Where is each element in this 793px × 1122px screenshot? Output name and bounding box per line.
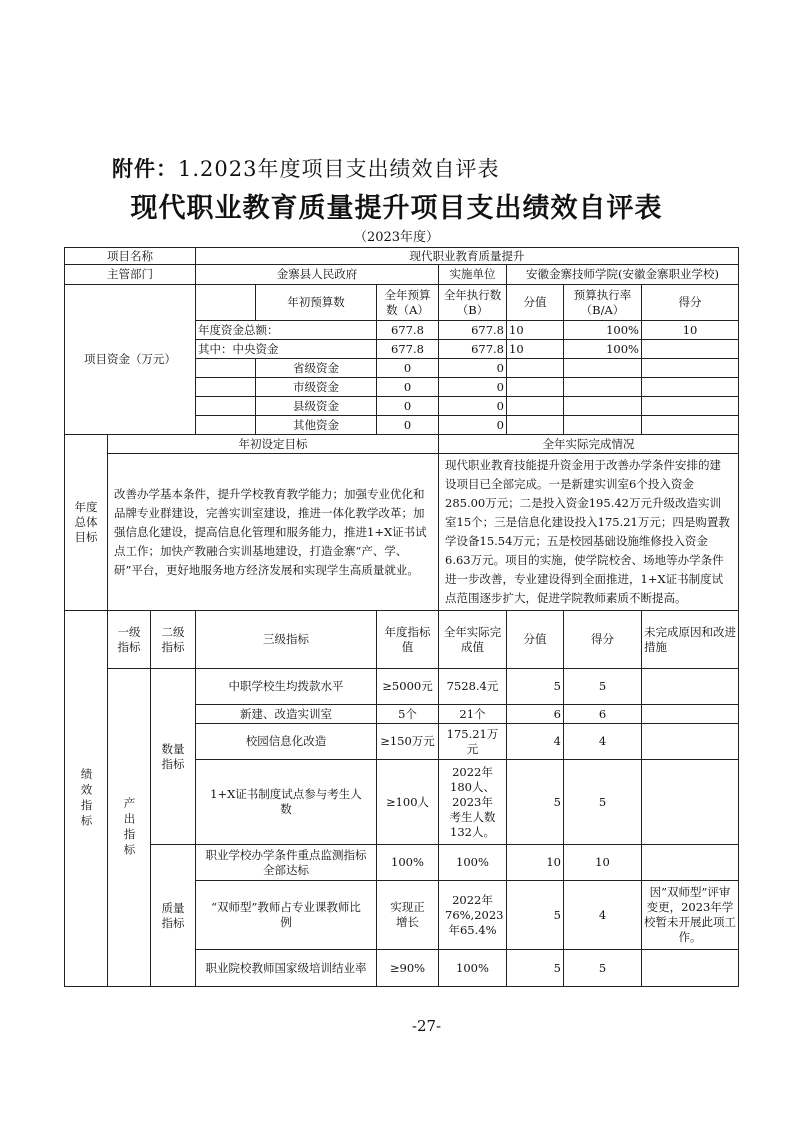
indicator-target: 100% <box>377 845 439 881</box>
perf-header-score: 得分 <box>564 611 642 669</box>
unit-label: 实施单位 <box>439 265 507 285</box>
indicator-row <box>65 845 739 881</box>
indicator-name: 中职学校生均拨款水平 <box>196 669 377 705</box>
funds-row-annual: 0 <box>377 378 439 397</box>
indicator-target: ≥100人 <box>377 760 439 845</box>
indicator-reason <box>642 845 739 881</box>
funds-row-executed: 0 <box>439 397 507 416</box>
perf-header-actual: 全年实际完成值 <box>439 611 507 669</box>
funds-row-annual: 0 <box>377 397 439 416</box>
evaluation-table-wrapper <box>64 247 738 987</box>
indicator-name: 职业院校教师国家级培训结业率 <box>196 950 377 987</box>
indicator-score-value: 5 <box>507 669 564 705</box>
indicator-score-value: 5 <box>507 881 564 950</box>
indicator-row <box>65 669 739 705</box>
perf-header-level3: 三级指标 <box>196 611 377 669</box>
performance-label: 绩效指标 <box>65 611 108 987</box>
dept-row <box>65 265 739 285</box>
indicator-score: 10 <box>564 845 642 881</box>
indicator-score-value: 5 <box>507 760 564 845</box>
funds-label: 项目资金（万元） <box>65 285 196 435</box>
attachment-title: 1.2023年度项目支出绩效自评表 <box>178 157 500 181</box>
funds-row-rate: 100% <box>564 321 642 340</box>
attachment-heading <box>112 153 499 183</box>
indicator-score-value: 10 <box>507 845 564 881</box>
funds-header-blank <box>196 285 256 321</box>
funds-header-annual: 全年预算数（A） <box>377 285 439 321</box>
funds-row-annual: 677.8 <box>377 340 439 359</box>
indicator-target: ≥5000元 <box>377 669 439 705</box>
dept-label: 主管部门 <box>65 265 196 285</box>
goals-target-header: 年初设定目标 <box>108 435 439 454</box>
funds-row-name: 省级资金 <box>256 359 377 378</box>
indicator-name: “双师型”教师占专业课教师比例 <box>196 881 377 950</box>
funds-row-executed: 0 <box>439 359 507 378</box>
funds-row-score <box>642 378 739 397</box>
project-name-value: 现代职业教育质量提升 <box>196 248 739 265</box>
indicator-score: 5 <box>564 669 642 705</box>
indicator-target: ≥90% <box>377 950 439 987</box>
funds-row-score <box>642 359 739 378</box>
indicator-score: 4 <box>564 724 642 760</box>
indicator-name: 职业学校办学条件重点监测指标全部达标 <box>196 845 377 881</box>
funds-header-initial: 年初预算数 <box>256 285 377 321</box>
perf-header-reason: 未完成原因和改进措施 <box>642 611 739 669</box>
indicator-reason <box>642 760 739 845</box>
funds-row-rate <box>564 359 642 378</box>
funds-row-rate <box>564 378 642 397</box>
goals-content-row <box>65 454 739 611</box>
funds-row-score <box>642 397 739 416</box>
funds-row-name: 县级资金 <box>256 397 377 416</box>
indicator-score: 5 <box>564 760 642 845</box>
funds-row-annual: 0 <box>377 416 439 435</box>
perf-header-target: 年度指标值 <box>377 611 439 669</box>
indicator-score: 6 <box>564 705 642 724</box>
unit-value: 安徽金寨技师学院(安徽金寨职业学校) <box>507 265 739 285</box>
funds-header-score-value: 分值 <box>507 285 564 321</box>
funds-row-blank <box>196 397 256 416</box>
indicator-actual: 7528.4元 <box>439 669 507 705</box>
funds-row-score-value: 10 <box>507 321 564 340</box>
indicator-reason <box>642 950 739 987</box>
level2-quantity: 数量指标 <box>151 669 196 845</box>
indicator-actual: 2022年180人、2023年考生人数132人。 <box>439 760 507 845</box>
funds-row-score <box>642 340 739 359</box>
attachment-prefix: 附件： <box>112 157 178 181</box>
indicator-target: 实现正增长 <box>377 881 439 950</box>
evaluation-table <box>64 247 739 987</box>
indicator-reason <box>642 669 739 705</box>
funds-row-blank <box>196 416 256 435</box>
page-title: 现代职业教育质量提升项目支出绩效自评表 <box>130 193 663 224</box>
funds-header-rate: 预算执行率（B/A） <box>564 285 642 321</box>
funds-row-executed: 677.8 <box>439 340 507 359</box>
goals-header-row <box>65 435 739 454</box>
perf-header-level2: 二级指标 <box>151 611 196 669</box>
perf-header-score-value: 分值 <box>507 611 564 669</box>
funds-row-score: 10 <box>642 321 739 340</box>
level1-output: 产出指标 <box>108 669 151 987</box>
funds-header-score: 得分 <box>642 285 739 321</box>
indicator-target: ≥150万元 <box>377 724 439 760</box>
goals-actual-text: 现代职业教育技能提升资金用于改善办学条件安排的建设项目已全部完成。一是新建实训室6个投入资金285.00万元；二是投入资金195.42万元升级改造实训室15个；三是信息化建设投入175.21万元；四是购置教学设备15.54万元；五是校园基础设施维修投入资金6.63万元。项目的实施，使学院校舍、场地等办学条件进一步改善，专业建设得到全面推进，1+X证书制度试点范围逐步扩大，促进学院教师素质不断提高。 <box>439 454 739 611</box>
page-number: -27- <box>411 1017 442 1035</box>
project-name-label: 项目名称 <box>65 248 196 265</box>
project-name-row <box>65 248 739 265</box>
funds-row-name: 其中：中央资金 <box>196 340 377 359</box>
funds-row-score-value <box>507 397 564 416</box>
indicator-actual: 100% <box>439 950 507 987</box>
funds-row-score <box>642 416 739 435</box>
indicator-actual: 100% <box>439 845 507 881</box>
indicator-score-value: 5 <box>507 950 564 987</box>
indicator-reason: 因”双师型”评审变更，2023年学校暂未开展此项工作。 <box>642 881 739 950</box>
funds-row-executed: 677.8 <box>439 321 507 340</box>
funds-header-executed: 全年执行数（B） <box>439 285 507 321</box>
funds-row-name: 市级资金 <box>256 378 377 397</box>
funds-row-score-value: 10 <box>507 340 564 359</box>
dept-value: 金寨县人民政府 <box>196 265 439 285</box>
perf-header-level1: 一级指标 <box>108 611 151 669</box>
indicator-reason <box>642 705 739 724</box>
level2-quality: 质量指标 <box>151 845 196 987</box>
funds-row-name: 年度资金总额： <box>196 321 377 340</box>
indicator-actual: 2022年76%,2023年65.4% <box>439 881 507 950</box>
funds-row-annual: 677.8 <box>377 321 439 340</box>
indicator-name: 校园信息化改造 <box>196 724 377 760</box>
indicator-score: 4 <box>564 881 642 950</box>
performance-header-row <box>65 611 739 669</box>
funds-row-rate: 100% <box>564 340 642 359</box>
funds-row-blank <box>196 378 256 397</box>
indicator-target: 5个 <box>377 705 439 724</box>
goals-label: 年度总体目标 <box>65 435 108 611</box>
funds-row-score-value <box>507 359 564 378</box>
indicator-name: 1+X证书制度试点参与考生人数 <box>196 760 377 845</box>
indicator-score: 5 <box>564 950 642 987</box>
report-year: （2023年度） <box>353 230 440 245</box>
funds-row-score-value <box>507 378 564 397</box>
funds-row-name: 其他资金 <box>256 416 377 435</box>
funds-row-rate <box>564 416 642 435</box>
indicator-reason <box>642 724 739 760</box>
funds-row-rate <box>564 397 642 416</box>
funds-row-blank <box>196 359 256 378</box>
funds-header-row <box>65 285 739 321</box>
indicator-name: 新建、改造实训室 <box>196 705 377 724</box>
funds-row-executed: 0 <box>439 416 507 435</box>
goals-target-text: 改善办学基本条件，提升学校教育教学能力；加强专业优化和品牌专业群建设，完善实训室建设，推进一体化教学改革；加强信息化建设，提高信息化管理和服务能力，推进1+X证书试点工作；加快产教融合实训基地建设，打造金寨“产、学、研”平台，更好地服务地方经济发展和实现学生高质量就业。 <box>108 454 439 611</box>
indicator-actual: 175.21万元 <box>439 724 507 760</box>
funds-row-executed: 0 <box>439 378 507 397</box>
funds-row-score-value <box>507 416 564 435</box>
indicator-actual: 21个 <box>439 705 507 724</box>
goals-actual-header: 全年实际完成情况 <box>439 435 739 454</box>
funds-row-annual: 0 <box>377 359 439 378</box>
indicator-score-value: 6 <box>507 705 564 724</box>
indicator-score-value: 4 <box>507 724 564 760</box>
